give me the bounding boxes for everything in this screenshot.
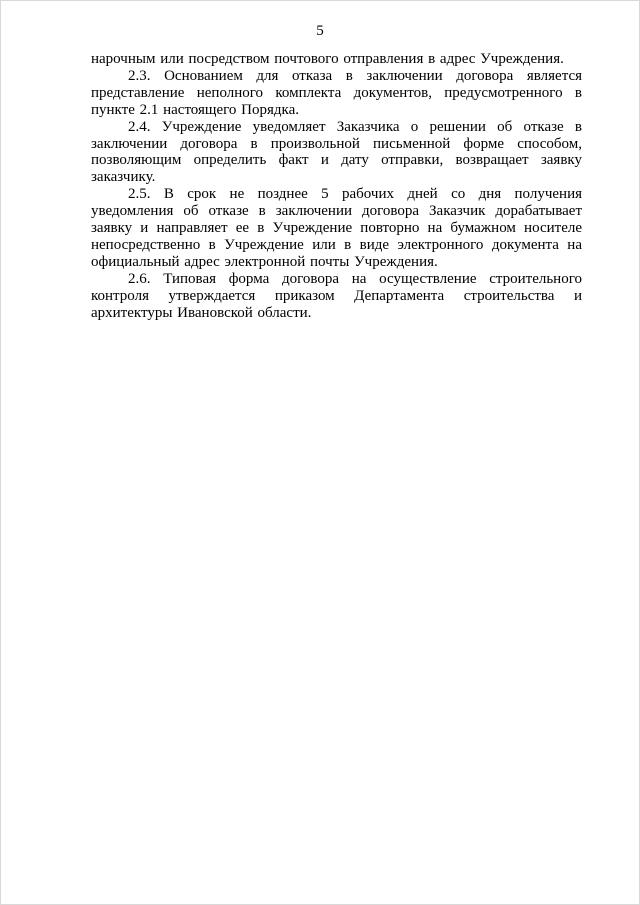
paragraph-2-6: 2.6. Типовая форма договора на осуществление строительного контроля утверждается приказом Департамента строительства и архитектуры Ивановской области. [91,270,582,321]
document-body [91,51,582,322]
paragraph-continuation: нарочным или посредством почтового отправления в адрес Учреждения. [91,51,564,67]
paragraph-2-4: 2.4. Учреждение уведомляет Заказчика о решении об отказе в заключении договора в произвольной письменной форме способом, позволяющим определить факт и дату отправки, возвращает заявку заказчику. [91,118,582,186]
page-number: 5 [316,23,324,39]
paragraph-2-5: 2.5. В срок не позднее 5 рабочих дней со дня получения уведомления об отказе в заключении договора Заказчик дорабатывает заявку и направляет ее в Учреждение повторно на бумажном носителе непосредственно в Учреждение или в виде электронного документа на официальный адрес электронной почты Учреждения. [91,186,582,270]
paragraph-2-3: 2.3. Основанием для отказа в заключении договора является представление неполного комплекта документов, предусмотренного в пункте 2.1 настоящего Порядка. [91,67,582,118]
